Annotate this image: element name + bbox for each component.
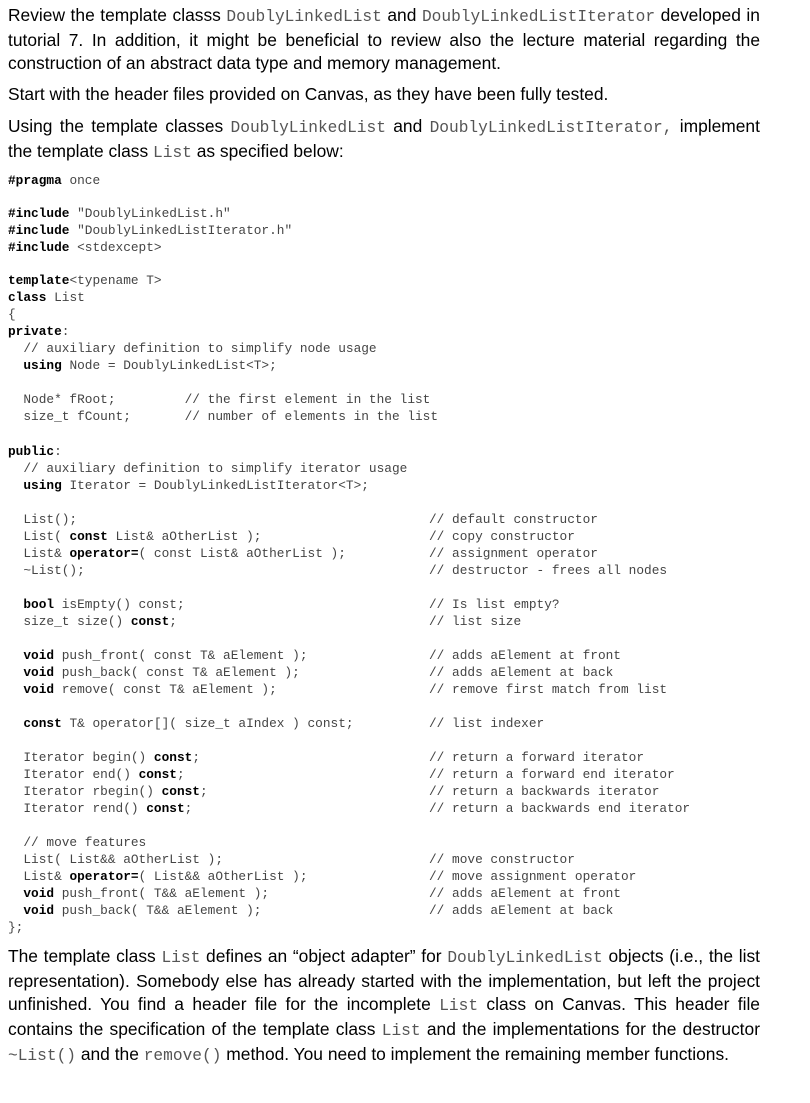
code-line: Node* fRoot; // the first element in the list [8, 392, 431, 407]
code-line: size_t size() const; [8, 614, 177, 629]
code-ref-doublylinkedlistiterator: DoublyLinkedListIterator [421, 8, 656, 26]
code-line: List( const List& aOtherList ); [8, 529, 262, 544]
code-line: Iterator end() const; [8, 767, 185, 782]
code-ref-doublylinkedlist: DoublyLinkedList [226, 8, 382, 26]
code-keyword: operator= [69, 869, 139, 884]
code-line: #pragma once [8, 173, 101, 188]
code-comment: // default constructor [429, 512, 598, 527]
code-comment: // adds aElement at back [429, 665, 614, 680]
code-keyword: const [69, 529, 108, 544]
code-ref-doublylinkedlist: DoublyLinkedList [230, 119, 386, 137]
code-keyword: #include [8, 206, 70, 221]
code-ref-list: List [153, 144, 192, 162]
intro-paragraph-header-files: Start with the header files provided on Canvas, as they have been fully tested. [8, 84, 609, 104]
code-keyword: void [23, 903, 55, 918]
code-line: #include "DoublyLinkedList.h" [8, 206, 231, 221]
code-keyword: operator= [69, 546, 139, 561]
code-keyword: void [23, 665, 55, 680]
code-keyword: class [8, 290, 47, 305]
code-line: // auxiliary definition to simplify iterator usage [8, 461, 408, 476]
code-keyword: const [161, 784, 200, 799]
code-keyword: void [23, 682, 55, 697]
code-line: private: [8, 324, 70, 339]
code-keyword: template [8, 273, 70, 288]
intro-paragraph-review: Review the template classs DoublyLinkedList and DoublyLinkedListIterator developed in tutorial 7. In addition, it might be beneficial to review also the lecture material regarding the construction of an abstract data type and memory management. [8, 5, 760, 73]
code-line: void push_front( const T& aElement ); [23, 648, 308, 663]
code-keyword: using [23, 478, 62, 493]
code-keyword: bool [23, 597, 55, 612]
code-line: List& operator=( const List& aOtherList ); [8, 546, 346, 561]
code-ref-list: List [161, 949, 201, 967]
code-comment: // move constructor [429, 852, 575, 867]
code-line: #include <stdexcept> [8, 240, 162, 255]
code-line: void remove( const T& aElement ); [23, 682, 277, 697]
code-ref-destructor: ~List() [8, 1047, 76, 1065]
code-line: }; [8, 920, 24, 935]
code-ref-remove: remove() [143, 1047, 222, 1065]
code-comment: // list size [429, 614, 522, 629]
code-comment: // adds aElement at back [429, 903, 614, 918]
code-line: using Iterator = DoublyLinkedListIterator<T>; [23, 478, 369, 493]
code-line: using Node = DoublyLinkedList<T>; [23, 358, 277, 373]
code-line: // auxiliary definition to simplify node usage [8, 341, 377, 356]
code-keyword: public [8, 444, 55, 459]
code-line: List( List&& aOtherList ); [8, 852, 224, 867]
code-keyword: void [23, 886, 55, 901]
code-keyword: #include [8, 240, 70, 255]
code-comment: // return a forward iterator [429, 750, 645, 765]
code-comment: // assignment operator [429, 546, 598, 561]
code-comment: // return a forward end iterator [429, 767, 675, 782]
code-line: { [8, 307, 16, 322]
code-keyword: const [23, 716, 62, 731]
code-keyword: const [138, 767, 177, 782]
intro-paragraph-using: Using the template classes DoublyLinkedList and DoublyLinkedListIterator, implement the template class List as specified below: [8, 116, 760, 162]
code-line: void push_front( T&& aElement ); [23, 886, 270, 901]
code-line: Iterator begin() const; [8, 750, 201, 765]
code-line: const T& operator[]( size_t aIndex ) const; [23, 716, 354, 731]
code-comment: // return a backwards end iterator [429, 801, 691, 816]
code-keyword: using [23, 358, 62, 373]
code-keyword: const [153, 750, 193, 765]
code-line: ~List(); [8, 563, 85, 578]
code-keyword: #pragma [8, 173, 62, 188]
code-keyword: const [130, 614, 170, 629]
code-comment: // destructor - frees all nodes [429, 563, 668, 578]
code-line: Iterator rbegin() const; [8, 784, 208, 799]
code-line: public: [8, 444, 62, 459]
outro-paragraph: The template class List defines an “object adapter” for DoublyLinkedList objects (i.e., the list representation). Somebody else has already started with the implementation, but left the project unfinished. You find a header file for the incomplete List class on Canvas. This header file contains the specification of the template class List and the implementations for the destructor ~List() and the remove() method. You need to implement the remaining member functions. [8, 946, 760, 1065]
code-comment: // list indexer [429, 716, 545, 731]
code-line: size_t fCount; // number of elements in the list [8, 409, 439, 424]
code-keyword: #include [8, 223, 70, 238]
code-comment: // move assignment operator [429, 869, 637, 884]
code-line: void push_back( const T& aElement ); [23, 665, 300, 680]
code-comment: // adds aElement at front [429, 886, 621, 901]
code-line: List(); [8, 512, 78, 527]
code-keyword: const [146, 801, 185, 816]
code-keyword: private [8, 324, 62, 339]
code-line: #include "DoublyLinkedListIterator.h" [8, 223, 293, 238]
code-line: // move features [8, 835, 147, 850]
code-ref-list: List [439, 997, 479, 1015]
code-line: bool isEmpty() const; [23, 597, 185, 612]
code-line: class List [8, 290, 85, 305]
code-line: List& operator=( List&& aOtherList ); [8, 869, 308, 884]
code-comment: // copy constructor [429, 529, 575, 544]
code-comment: // remove first match from list [429, 682, 668, 697]
code-comment: // Is list empty? [429, 597, 560, 612]
code-line: Iterator rend() const; [8, 801, 193, 816]
code-comment: // adds aElement at front [429, 648, 621, 663]
code-ref-list: List [381, 1022, 421, 1040]
code-line: template<typename T> [8, 273, 162, 288]
code-ref-doublylinkedlistiterator: DoublyLinkedListIterator, [429, 119, 673, 137]
code-ref-doublylinkedlist: DoublyLinkedList [447, 949, 603, 967]
code-comment: // return a backwards iterator [429, 784, 660, 799]
code-keyword: void [23, 648, 55, 663]
code-line: void push_back( T&& aElement ); [23, 903, 262, 918]
